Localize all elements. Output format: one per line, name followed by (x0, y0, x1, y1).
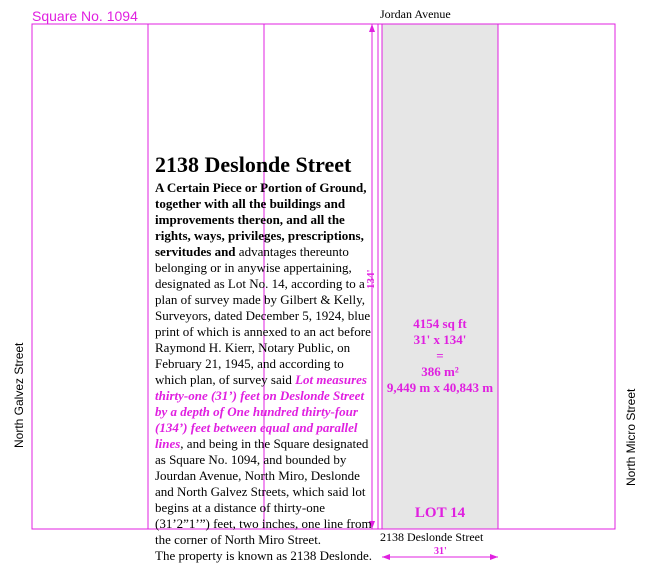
lot-area-sqft: 4154 sq ft (413, 316, 467, 331)
street-label-right: North Micro Street (624, 388, 638, 486)
legal-description-text (155, 180, 377, 548)
legal-description (155, 152, 377, 564)
property-address-title: 2138 Deslonde Street (155, 152, 352, 177)
description-bold-intro: A Certain Piece or Portion of Ground, together with all the buildings and improvements thereon, and all the rights, ways, privileges, prescriptions, servitudes and (155, 180, 367, 259)
lot-number-label: LOT 14 (414, 505, 466, 521)
lot-size-ft: 31' x 134' (413, 332, 467, 347)
description-closing: The property is known as 2138 Deslonde. (155, 548, 372, 563)
description-body-1: advantages thereunto belonging or in anywise appertaining, designated as Lot No. 14, according to a plan of survey made by Gilbert & Kelly, Surveyors, dated December 5, 1924, blue print of which is annexed to an act before Raymond H. Kierr, Notary Public, on February 21, 1945, and according to which plan, of survey said (155, 244, 371, 387)
street-label-top: Jordan Avenue (380, 7, 451, 21)
frontage-arrow-right (490, 554, 498, 560)
lot-area-m2: 386 m² (421, 364, 459, 379)
lot-size-m: 9,449 m x 40,843 m (386, 380, 494, 395)
depth-dimension-label: 134' (365, 269, 377, 289)
frontage-dimension-label: 31' (434, 546, 447, 557)
street-label-left: North Galvez Street (12, 342, 26, 448)
street-label-bottom: 2138 Deslonde Street (380, 530, 484, 544)
description-body-2: , and being in the Square designated as Square No. 1094, and bounded by Jourdan Avenue, North Miro, Deslonde and North Galvez Streets, which said lot begins at a distance of thirty-one (31’2”1’”) feet, two inches, one line from the corner of North Miro Street. (155, 436, 372, 547)
lot-equals-sign: = (436, 348, 444, 363)
lot-14-fill (382, 24, 498, 529)
depth-arrow-top (369, 24, 375, 32)
lot-area-info (382, 316, 498, 396)
lot-measurement-highlight: Lot measures thirty-one (31’) feet on Deslonde Street by a depth of One hundred thirty-four (134’) feet between equal and parallel lines (155, 372, 367, 451)
square-number-label: Square No. 1094 (32, 8, 138, 24)
frontage-arrow-left (382, 554, 390, 560)
